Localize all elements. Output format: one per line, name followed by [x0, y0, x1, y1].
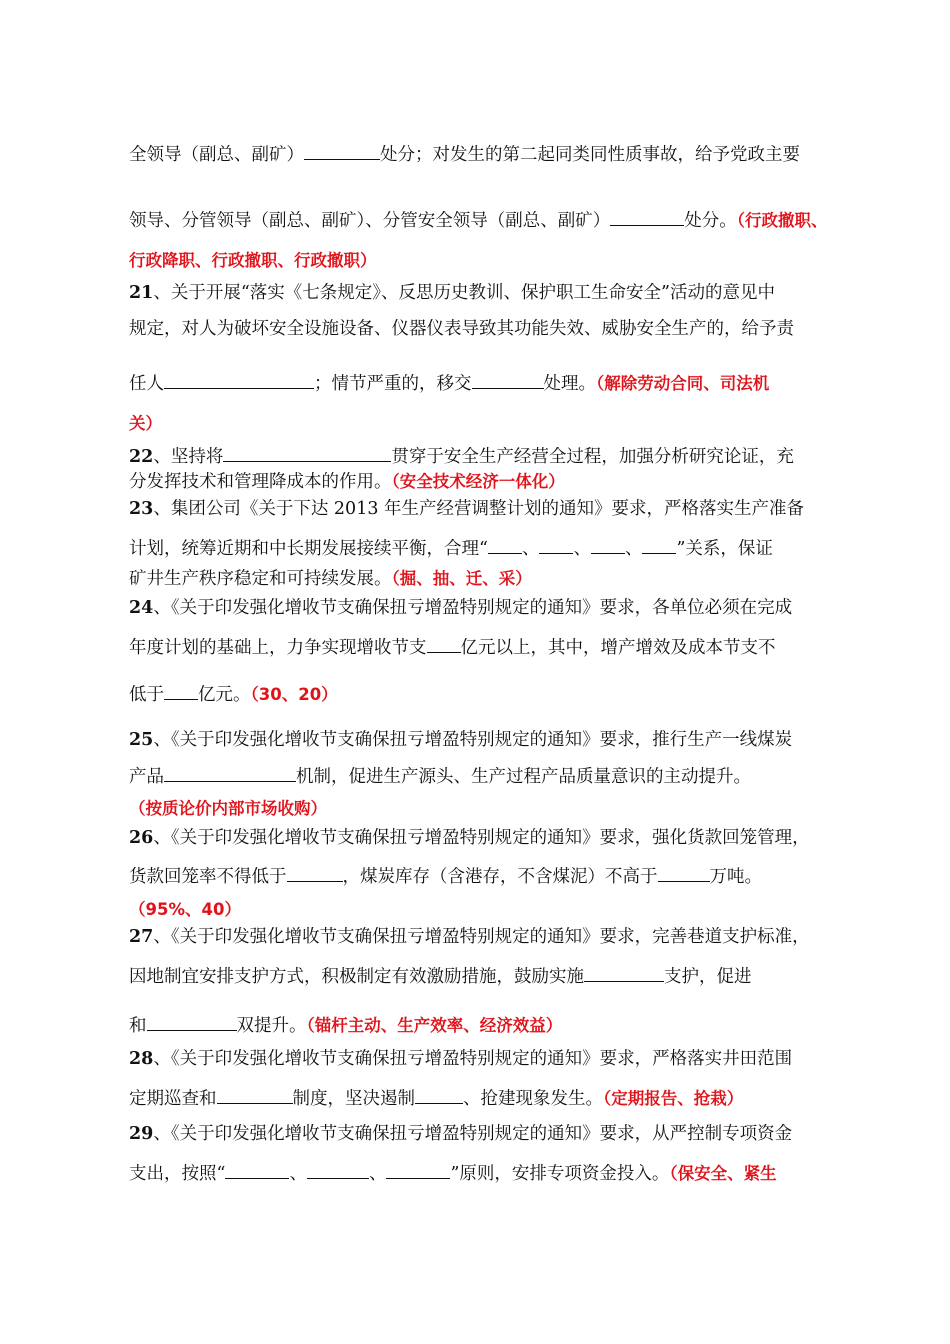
blank	[217, 1085, 293, 1104]
blank	[610, 207, 684, 226]
blank	[164, 681, 198, 700]
text-line: 产品 机制，促进生产源头、生产过程产品质量意识的主动提升。	[129, 763, 751, 789]
question-23: 23、集团公司《关于下达 2013 年生产经营调整计划的通知》要求，严格落实生产准备	[129, 499, 805, 519]
blank	[307, 1160, 369, 1179]
answer: （95%、40）	[129, 900, 241, 919]
text-line: 领导、分管领导（副总、副矿）、分管安全领导（副总、副矿） 处分。（行政撤职、	[129, 207, 828, 233]
answer: （定期报告、抢栽）	[603, 1089, 744, 1108]
blank	[584, 963, 664, 982]
text-line: 规定，对人为破坏安全设施设备、仪器仪表导致其功能失效、威胁安全生产的，给予责	[129, 319, 794, 339]
text-line: 全领导（副总、副矿） 处分；对发生的第二起同类同性质事故，给予党政主要	[129, 141, 800, 167]
blank	[472, 370, 544, 389]
answer: （30、20）	[250, 685, 338, 704]
text-line: 矿井生产秩序稳定和可持续发展。（掘、抽、迁、采）	[129, 569, 532, 589]
blank	[658, 863, 710, 882]
text-line: 定期巡查和 制度，坚决遏制 、抢建现象发生。（定期报告、抢栽）	[129, 1085, 743, 1111]
answer: 关）	[129, 414, 162, 433]
question-29: 29、《关于印发强化增收节支确保扭亏增盈特别规定的通知》要求，从严控制专项资金	[129, 1124, 793, 1144]
text-line: 和 双提升。（锚杆主动、生产效率、经济效益）	[129, 1012, 562, 1038]
text-line: 支出，按照“ 、 、 ”原则，安排专项资金投入。（保安全、紧生	[129, 1160, 777, 1186]
answer: 行政降职、行政撤职、行政撤职）	[129, 251, 377, 270]
answer: （安全技术经济一体化）	[391, 472, 565, 491]
answer: （保安全、紧生	[669, 1164, 777, 1183]
blank	[386, 1160, 450, 1179]
blank	[488, 535, 522, 554]
blank	[539, 535, 573, 554]
blank	[164, 763, 296, 782]
blank	[223, 443, 391, 462]
answer: （掘、抽、迁、采）	[391, 569, 532, 588]
blank	[225, 1160, 289, 1179]
blank	[591, 535, 625, 554]
answer-line	[129, 797, 327, 821]
text-line: 年度计划的基础上，力争实现增收节支 亿元以上，其中，增产增效及成本节支不	[129, 634, 776, 660]
blank	[147, 1012, 237, 1031]
text-line: 货款回笼率不得低于 ，煤炭库存（含港存，不含煤泥）不高于 万吨。	[129, 863, 762, 889]
question-27: 27、《关于印发强化增收节支确保扭亏增盈特别规定的通知》要求，完善巷道支护标准，	[129, 927, 810, 947]
blank	[287, 863, 343, 882]
text-line: 任人 ；情节严重的，移交 处理。（解除劳动合同、司法机	[129, 370, 769, 396]
blank	[427, 634, 461, 653]
blank	[642, 535, 676, 554]
blank	[415, 1085, 463, 1104]
text-line: 因地制宜安排支护方式，积极制定有效激励措施，鼓励实施 支护，促进	[129, 963, 752, 989]
answer-line	[129, 898, 241, 922]
text-line: 计划，统筹近期和中长期发展接续平衡，合理“ 、 、 、 ”关系，保证	[129, 535, 773, 561]
question-21: 21、关于开展“落实《七条规定》、反思历史教训、保护职工生命安全”活动的意见中	[129, 283, 775, 303]
text-line: 低于 亿元。（30、20）	[129, 681, 338, 707]
question-25: 25、《关于印发强化增收节支确保扭亏增盈特别规定的通知》要求，推行生产一线煤炭	[129, 730, 793, 750]
answer: （锚杆主动、生产效率、经济效益）	[306, 1016, 563, 1035]
text-line: 分发挥技术和管理降成本的作用。（安全技术经济一体化）	[129, 472, 565, 492]
answer-line	[129, 412, 162, 436]
blank	[164, 370, 314, 389]
answer: （行政撤职、	[736, 211, 828, 230]
answer: （解除劳动合同、司法机	[596, 374, 770, 393]
answer: （按质论价内部市场收购）	[129, 799, 327, 818]
answer-line	[129, 249, 377, 273]
question-24: 24、《关于印发强化增收节支确保扭亏增盈特别规定的通知》要求，各单位必须在完成	[129, 598, 793, 618]
question-28: 28、《关于印发强化增收节支确保扭亏增盈特别规定的通知》要求，严格落实井田范围	[129, 1049, 793, 1069]
blank	[304, 141, 380, 160]
question-26: 26、《关于印发强化增收节支确保扭亏增盈特别规定的通知》要求，强化货款回笼管理，	[129, 828, 810, 848]
question-22: 22、坚持将 贯穿于安全生产经营全过程，加强分析研究论证，充	[129, 443, 794, 469]
